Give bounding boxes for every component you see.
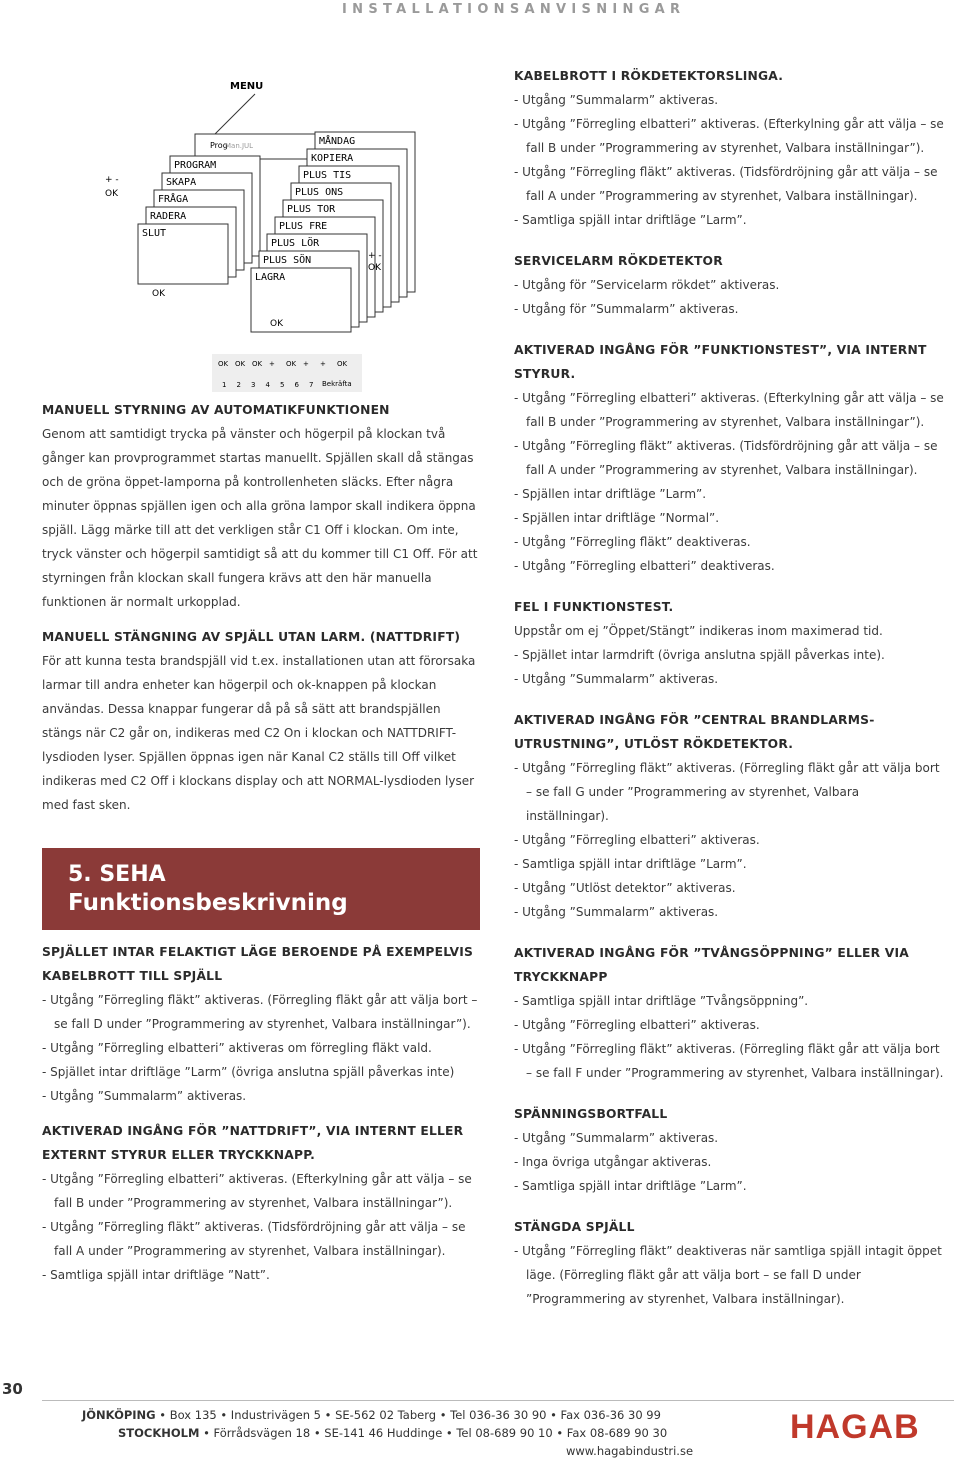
menu-item: PLUS ONS bbox=[295, 187, 344, 198]
key-number: 2 bbox=[236, 381, 241, 389]
list-item: - Spjällen intar driftläge ”Normal”. bbox=[514, 511, 720, 525]
section-heading: AKTIVERAD INGÅNG FÖR ”CENTRAL BRANDLARMS-UTRUSTNING”, UTLÖST RÖKDETEKTOR. bbox=[514, 713, 875, 751]
list-item: - Utgång ”Förregling fläkt” aktiveras. (Förregling fläkt går att välja bort – se fall G under ”Programmering av styrenhet, Valbara inställningar). bbox=[514, 761, 940, 823]
menu-item: SLUT bbox=[142, 228, 167, 239]
list-item: - Spjällen intar driftläge ”Larm”. bbox=[514, 487, 707, 501]
prog-label: Prog bbox=[210, 141, 228, 150]
page-number: 30 bbox=[2, 1380, 23, 1398]
footer-city: STOCKHOLM bbox=[118, 1426, 200, 1440]
section-heading: AKTIVERAD INGÅNG FÖR ”FUNKTIONSTEST”, VIA INTERNT STYRUR. bbox=[514, 343, 927, 381]
list bbox=[514, 1239, 944, 1311]
menu-item: PLUS FRE bbox=[279, 221, 328, 232]
ok-right: OK bbox=[368, 263, 381, 273]
list-item: - Utgång ”Förregling fläkt” aktiveras. (Förregling fläkt går att välja bort – se fall F under ”Programmering av styrenhet, Valbara inställningar). bbox=[514, 1042, 944, 1080]
list bbox=[514, 273, 944, 321]
list-item: - Samtliga spjäll intar driftläge ”Larm”. bbox=[514, 857, 747, 871]
list-item: - Spjället intar larmdrift (övriga anslutna spjäll påverkas inte). bbox=[514, 648, 885, 662]
list-item: - Utgång ”Förregling elbatteri” aktiveras. (Efterkylning går att välja – se fall B under ”Programmering av styrenhet, Valbara inställningar”). bbox=[42, 1172, 472, 1210]
section-heading: AKTIVERAD INGÅNG FÖR ”TVÅNGSÖPPNING” ELLER VIA TRYCKKNAPP bbox=[514, 946, 910, 984]
list bbox=[514, 989, 944, 1085]
menu-item: LAGRA bbox=[255, 272, 286, 283]
menu-label: MENU bbox=[230, 81, 264, 92]
list-item: - Utgång ”Förregling fläkt” deaktiveras när samtliga spjäll intagit öppet läge. (Förregling fläkt går att välja bort – se fall D under ”Programmering av styrenhet, Valbara inställningar). bbox=[514, 1244, 942, 1306]
date-label: Man.JUL bbox=[225, 142, 254, 150]
menu-item: PLUS LÖR bbox=[271, 238, 320, 249]
menu-item: MÅNDAG bbox=[319, 136, 356, 147]
list-item: - Samtliga spjäll intar driftläge ”Larm”. bbox=[514, 213, 747, 227]
hagab-logo: HAGAB bbox=[790, 1408, 920, 1446]
list-item: - Utgång ”Förregling elbatteri” aktiveras. bbox=[514, 1018, 760, 1032]
section-number: 5. SEHA bbox=[68, 862, 166, 887]
key-number: 1 bbox=[222, 381, 227, 389]
programming-diagram bbox=[100, 74, 480, 404]
menu-item: SKAPA bbox=[166, 177, 197, 188]
key-label: OK bbox=[252, 360, 263, 368]
key-label: OK bbox=[218, 360, 229, 368]
section-heading: SPJÄLLET INTAR FELAKTIGT LÄGE BEROENDE PÅ EXEMPELVIS KABELBROTT TILL SPJÄLL bbox=[42, 945, 474, 983]
list-item: - Utgång ”Förregling elbatteri” aktiveras. (Efterkylning går att välja – se fall B under ”Programmering av styrenhet, Valbara inställningar”). bbox=[514, 117, 944, 155]
section-heading: AKTIVERAD INGÅNG FÖR ”NATTDRIFT”, VIA INTERNT ELLER EXTERNT STYRUR ELLER TRYCKKNAPP. bbox=[42, 1124, 464, 1162]
section-heading: MANUELL STYRNING AV AUTOMATIKFUNKTIONEN bbox=[42, 403, 390, 417]
list-item: - Utgång ”Förregling fläkt” aktiveras. (Tidsfördröjning går att välja – se fall A under ”Programmering av styrenhet, Valbara inställningar). bbox=[514, 165, 938, 203]
key-number: 5 bbox=[280, 381, 285, 389]
list-item: - Inga övriga utgångar aktiveras. bbox=[514, 1155, 712, 1169]
pm-left: + - bbox=[105, 175, 119, 185]
menu-item: PLUS TOR bbox=[287, 204, 336, 215]
list-item: - Utgång ”Summalarm” aktiveras. bbox=[514, 93, 719, 107]
list-item: - Utgång ”Summalarm” aktiveras. bbox=[514, 672, 719, 686]
section-heading: STÄNGDA SPJÄLL bbox=[514, 1220, 635, 1234]
menu-item: KOPIERA bbox=[311, 153, 354, 164]
section-heading: MANUELL STÄNGNING AV SPJÄLL UTAN LARM. (NATTDRIFT) bbox=[42, 630, 461, 644]
pm-right: + - bbox=[368, 251, 382, 261]
footer-line-1 bbox=[82, 1408, 661, 1422]
key-label: + bbox=[303, 360, 309, 368]
section-heading: SERVICELARM RÖKDETEKTOR bbox=[514, 254, 723, 268]
list-item: - Utgång ”Förregling fläkt” aktiveras. (Förregling fläkt går att välja bort – se fall D under ”Programmering av styrenhet, Valbara inställningar”). bbox=[42, 993, 478, 1031]
section-title: Funktionsbeskrivning bbox=[68, 890, 348, 916]
list bbox=[514, 386, 944, 578]
list-item: - Utgång ”Förregling fläkt” deaktiveras. bbox=[514, 535, 751, 549]
paragraph: Genom att samtidigt trycka på vänster och högerpil på klockan två gånger kan provprogrammet startas manuellt. Spjällen skall då stängas och de gröna öppet-lamporna på kontrollenheten släcks. Efter några minuter öppnas spjällen igen och alla gröna lampor skall indikera öppna spjäll. Lägg märke till att det verkligen står C1 Off i klockan. Om inte, tryck vänster och högerpil samtidigt så att du kommer till C1 Off. För att styrningen från klockan skall fungera krävs att den här manuella funktionen är normalt urkopplad. bbox=[42, 427, 478, 609]
list-item: - Utgång ”Utlöst detektor” aktiveras. bbox=[514, 881, 736, 895]
footer-address: • Box 135 • Industrivägen 5 • SE-562 02 Taberg • Tel 036-36 30 90 • Fax 036-36 30 99 bbox=[155, 1408, 661, 1422]
list-item: - Utgång ”Summalarm” aktiveras. bbox=[42, 1089, 247, 1103]
menu-item: PLUS TIS bbox=[303, 170, 352, 181]
list-item: - Samtliga spjäll intar driftläge ”Natt”. bbox=[42, 1268, 270, 1282]
list-item: - Utgång ”Förregling fläkt” aktiveras. (Tidsfördröjning går att välja – se fall A under ”Programmering av styrenhet, Valbara inställningar). bbox=[514, 439, 938, 477]
page-header: INSTALLATIONSANVISNINGAR bbox=[342, 2, 686, 17]
list bbox=[42, 988, 482, 1108]
footer-address: • Förrådsvägen 18 • SE-141 46 Huddinge • Tel 08-689 90 10 • Fax 08-689 90 30 bbox=[199, 1426, 668, 1440]
key-number: 4 bbox=[265, 381, 270, 389]
list-item: - Utgång för ”Summalarm” aktiveras. bbox=[514, 302, 739, 316]
key-number: 6 bbox=[294, 381, 299, 389]
key-number: 3 bbox=[251, 381, 256, 389]
menu-item: PLUS SÖN bbox=[263, 255, 312, 266]
key-label: OK bbox=[235, 360, 246, 368]
list bbox=[514, 643, 944, 691]
list-item: - Utgång ”Summalarm” aktiveras. bbox=[514, 905, 719, 919]
footer-line-2 bbox=[118, 1426, 667, 1440]
footer-city: JÖNKÖPING bbox=[82, 1408, 156, 1422]
list bbox=[514, 756, 944, 924]
list-item: - Samtliga spjäll intar driftläge ”Larm”. bbox=[514, 1179, 747, 1193]
list-item: - Spjället intar driftläge ”Larm” (övriga anslutna spjäll påverkas inte) bbox=[42, 1065, 455, 1079]
list-item: - Utgång ”Förregling elbatteri” aktiveras om förregling fläkt vald. bbox=[42, 1041, 432, 1055]
key-number: 7 bbox=[309, 381, 314, 389]
paragraph: Uppstår om ej ”Öppet/Stängt” indikeras inom maximerad tid. bbox=[514, 624, 883, 638]
menu-item: FRÅGA bbox=[158, 194, 189, 205]
section-band bbox=[42, 848, 480, 930]
section-heading: SPÄNNINGSBORTFALL bbox=[514, 1107, 668, 1121]
ok-bottom-left: OK bbox=[152, 289, 165, 299]
footer-divider bbox=[42, 1400, 954, 1401]
ok-bottom-right: OK bbox=[270, 319, 283, 329]
paragraph: För att kunna testa brandspjäll vid t.ex. installationen utan att förorsaka larmar till andra enheter kan högerpil och ok-knappen på klockan användas. Dessa knappar fungerar då på så sätt att brandspjällen stängs när C2 går on, indikeras med C2 On i klockan och NATTDRIFT-lysdioden lyser. Spjällen öppnas igen när Kanal C2 ställs till Off vilket indikeras med C2 Off i klockans display och att NORMAL-lysdioden lyser med fast sken. bbox=[42, 654, 476, 812]
list-item: - Utgång ”Förregling fläkt” aktiveras. (Tidsfördröjning går att välja – se fall A under ”Programmering av styrenhet, Valbara inställningar). bbox=[42, 1220, 466, 1258]
list-item: - Samtliga spjäll intar driftläge ”Tvångsöppning”. bbox=[514, 994, 809, 1008]
list-item: - Utgång ”Summalarm” aktiveras. bbox=[514, 1131, 719, 1145]
section-heading: KABELBROTT I RÖKDETEKTORSLINGA. bbox=[514, 69, 784, 83]
list-item: - Utgång ”Förregling elbatteri” aktiveras. bbox=[514, 833, 760, 847]
list-item: - Utgång för ”Servicelarm rökdet” aktiveras. bbox=[514, 278, 780, 292]
right-menu-stack bbox=[251, 132, 415, 332]
key-label: OK bbox=[337, 360, 348, 368]
left-menu-stack bbox=[138, 156, 260, 284]
list bbox=[514, 88, 944, 232]
confirm-label: Bekräfta bbox=[322, 380, 352, 388]
list bbox=[514, 1126, 944, 1198]
menu-arrow bbox=[215, 94, 255, 134]
list-item: - Utgång ”Förregling elbatteri” aktiveras. (Efterkylning går att välja – se fall B under ”Programmering av styrenhet, Valbara inställningar”). bbox=[514, 391, 944, 429]
list bbox=[42, 1167, 482, 1287]
footer-url[interactable]: www.hagabindustri.se bbox=[566, 1444, 694, 1458]
menu-item: PROGRAM bbox=[174, 160, 217, 171]
ok-left: OK bbox=[105, 189, 118, 199]
key-label: + bbox=[320, 360, 326, 368]
bottom-keys bbox=[212, 354, 362, 392]
key-label: OK bbox=[286, 360, 297, 368]
list-item: - Utgång ”Förregling elbatteri” deaktiveras. bbox=[514, 559, 775, 573]
key-label: + bbox=[269, 360, 275, 368]
section-heading: FEL I FUNKTIONSTEST. bbox=[514, 600, 674, 614]
menu-item: RADERA bbox=[150, 211, 187, 222]
